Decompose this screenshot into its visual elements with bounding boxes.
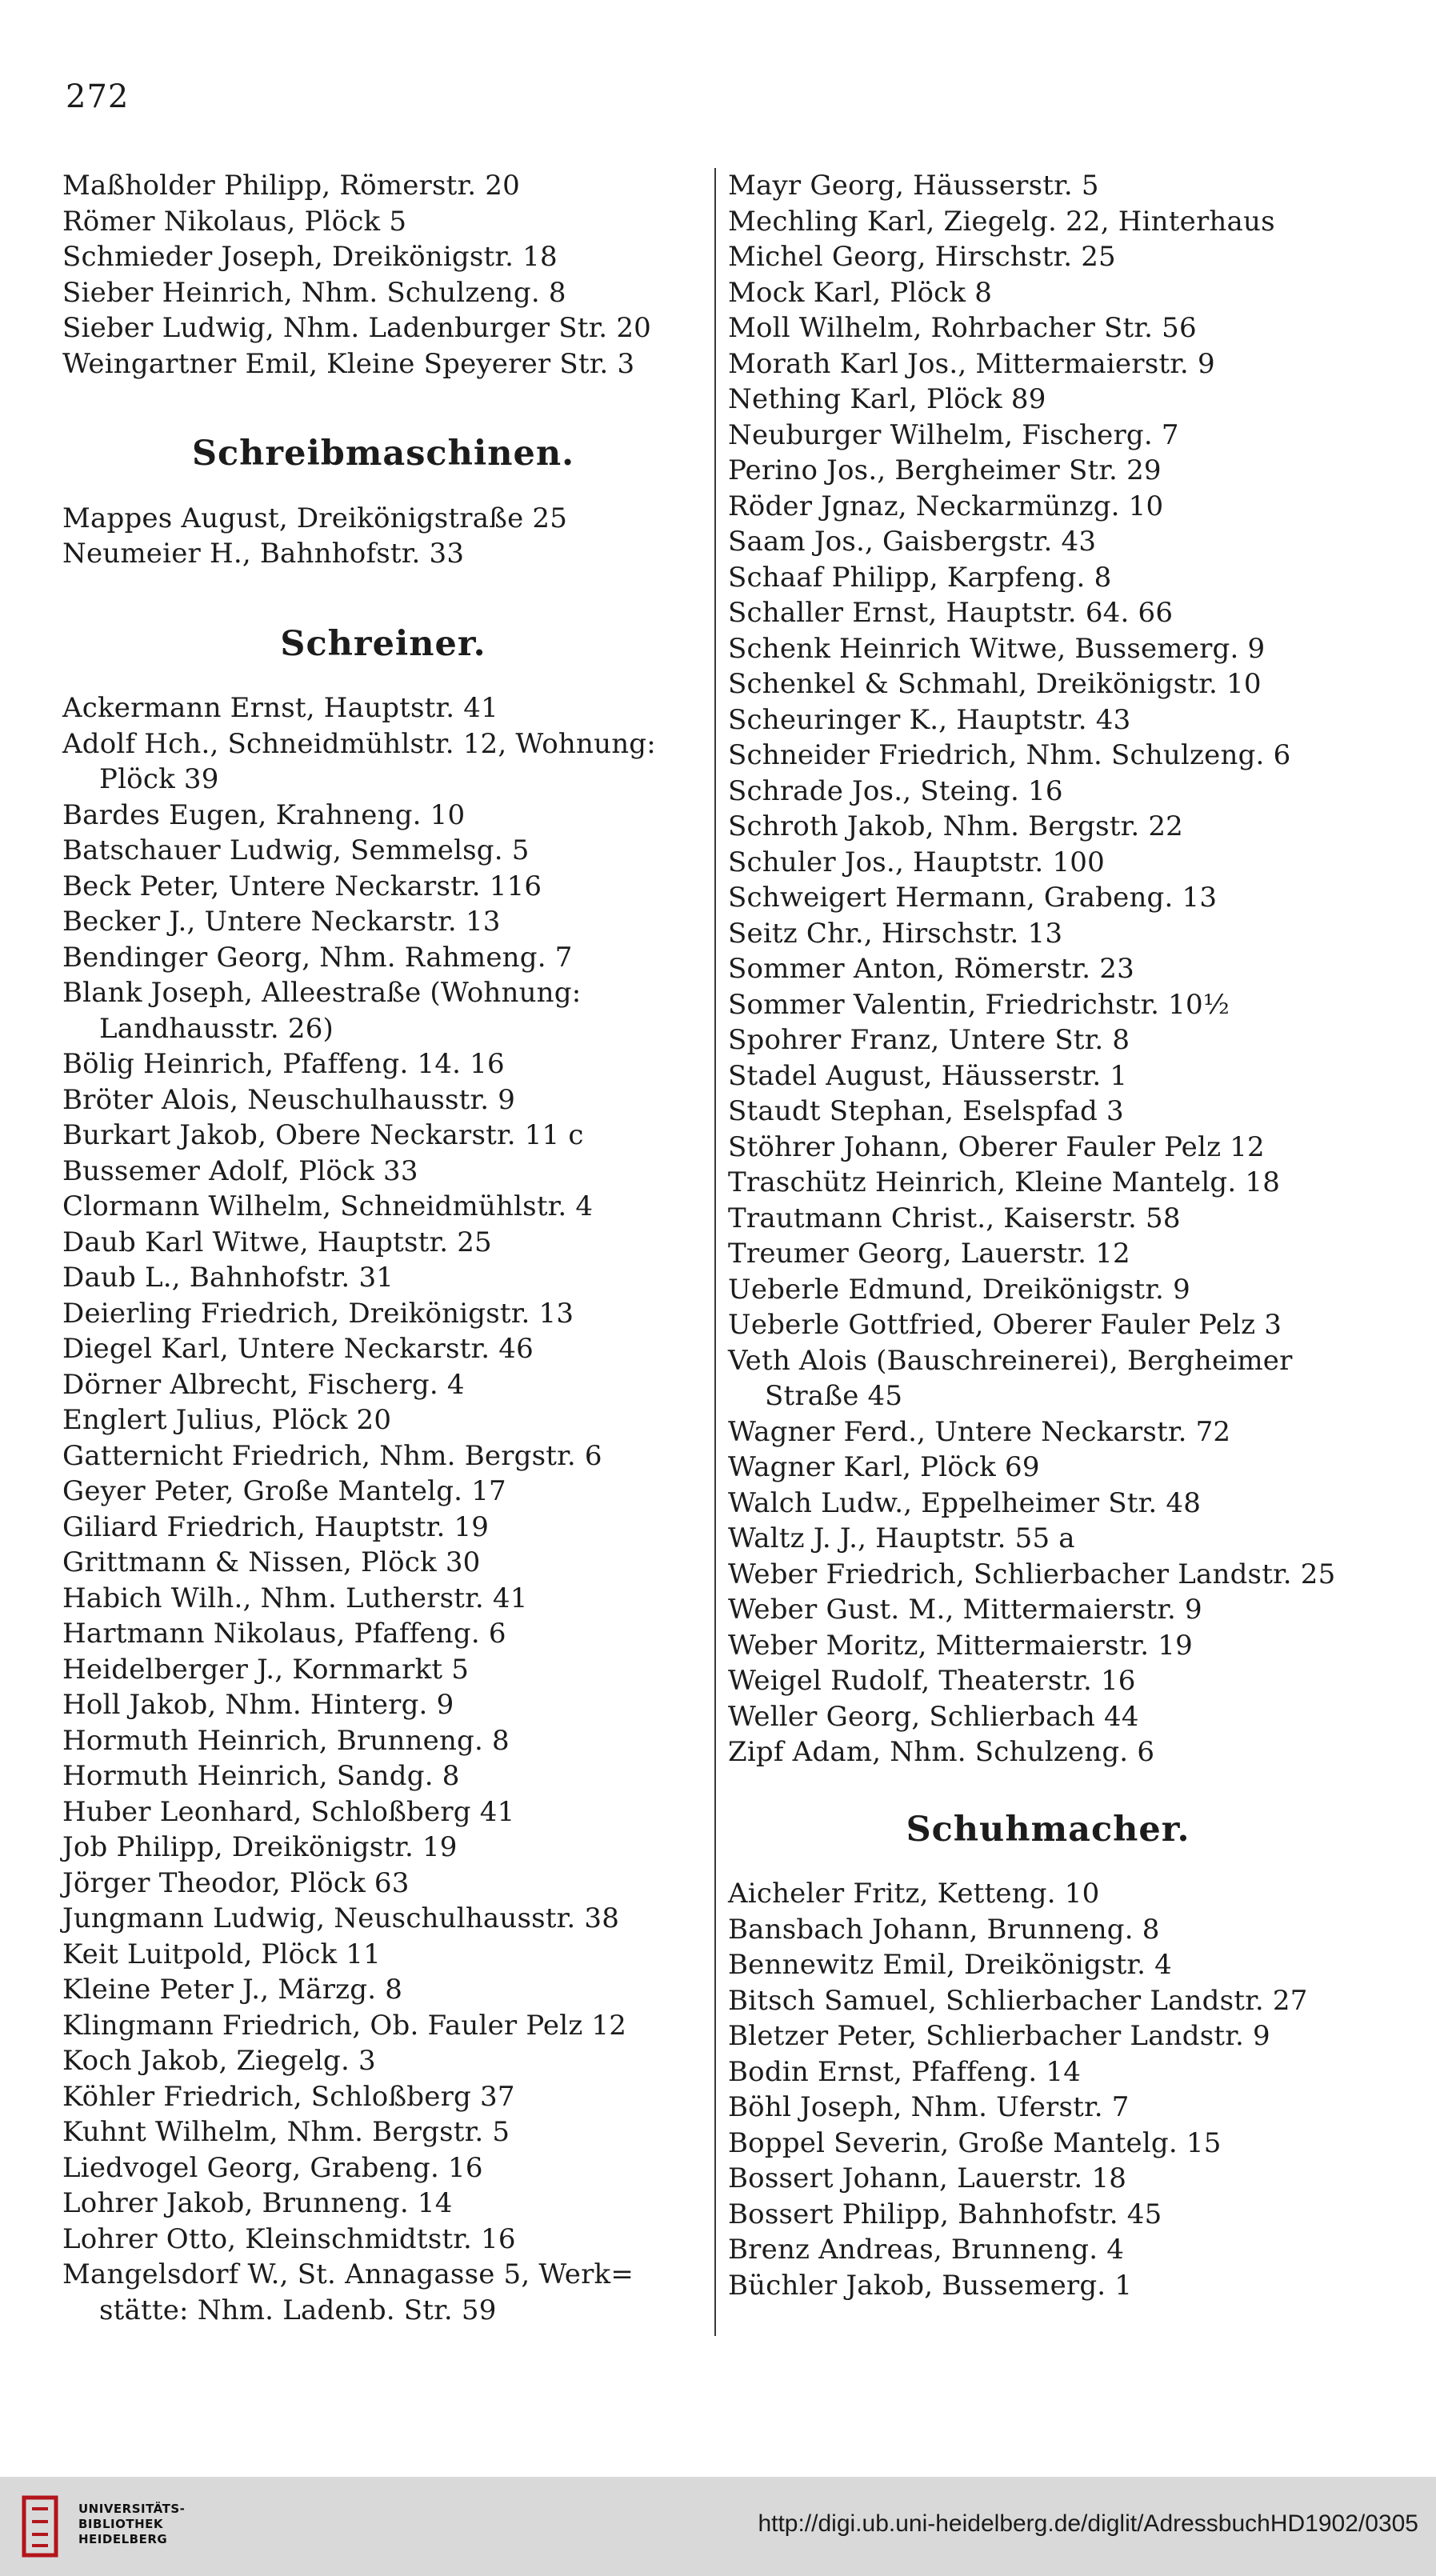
directory-entry xyxy=(728,1699,1368,1735)
entry-text: Mayr Georg, Häusserstr. 5 xyxy=(728,170,1099,202)
entry-text: Daub Karl Witwe, Hauptstr. 25 xyxy=(62,1226,492,1258)
directory-entry xyxy=(62,904,704,940)
footer-bar xyxy=(0,2477,1436,2576)
directory-entry xyxy=(728,880,1368,916)
entry-text: Ackermann Ernst, Hauptstr. 41 xyxy=(62,692,498,724)
entry-text: Büchler Jakob, Bussemerg. 1 xyxy=(728,2269,1133,2302)
entry-text: Michel Georg, Hirschstr. 25 xyxy=(728,241,1116,273)
directory-entry xyxy=(62,1616,704,1652)
directory-entry xyxy=(62,310,704,346)
entry-text: Wagner Karl, Plöck 69 xyxy=(728,1451,1040,1483)
directory-entry xyxy=(62,1545,704,1581)
entry-text: Spohrer Franz, Untere Str. 8 xyxy=(728,1024,1130,1056)
library-logo-icon xyxy=(16,2490,64,2563)
entry-text: Burkart Jakob, Obere Neckarstr. 11 c xyxy=(62,1119,584,1151)
directory-entry xyxy=(62,2114,704,2150)
directory-entry xyxy=(62,2150,704,2186)
directory-entry xyxy=(728,845,1368,881)
entry-text: Diegel Karl, Untere Neckarstr. 46 xyxy=(62,1333,534,1365)
entry-text: Bussemer Adolf, Plöck 33 xyxy=(62,1154,418,1187)
entry-text: Neumeier H., Bahnhofstr. 33 xyxy=(62,538,465,570)
entry-text: Aicheler Fritz, Ketteng. 10 xyxy=(728,1878,1100,1910)
entry-text: Mechling Karl, Ziegelg. 22, Hinterhaus xyxy=(728,205,1275,238)
directory-entry xyxy=(728,1521,1368,1557)
directory-entry xyxy=(728,666,1368,702)
entry-text: Jörger Theodor, Plöck 63 xyxy=(62,1866,410,1899)
entry-text: Bröter Alois, Neuschulhausstr. 9 xyxy=(62,1083,516,1116)
entry-text: Bossert Johann, Lauerstr. 18 xyxy=(728,2162,1127,2194)
directory-entry xyxy=(62,940,704,976)
directory-entry xyxy=(62,1189,704,1225)
directory-entry xyxy=(728,168,1368,204)
entry-text: Mappes August, Dreikönigstraße 25 xyxy=(62,502,568,534)
directory-entry xyxy=(728,204,1368,240)
directory-entry xyxy=(728,239,1368,275)
entry-text: Ueberle Gottfried, Oberer Fauler Pelz 3 xyxy=(728,1309,1282,1341)
directory-entry xyxy=(62,1438,704,1474)
directory-entry xyxy=(728,1663,1368,1699)
entry-text: Böhl Joseph, Nhm. Uferstr. 7 xyxy=(728,2091,1130,2123)
directory-entry xyxy=(728,1486,1368,1522)
entry-text: Röder Jgnaz, Neckarmünzg. 10 xyxy=(728,490,1164,522)
entry-text: Hormuth Heinrich, Brunneng. 8 xyxy=(62,1724,510,1757)
column-divider xyxy=(714,168,716,2336)
right-top-entries xyxy=(728,168,1368,1770)
entry-text: Weigel Rudolf, Theaterstr. 16 xyxy=(728,1665,1136,1697)
directory-entry xyxy=(62,833,704,869)
entry-text: Bitsch Samuel, Schlierbacher Landstr. 27 xyxy=(728,1984,1308,2017)
entry-text: Gatternicht Friedrich, Nhm. Bergstr. 6 xyxy=(62,1439,602,1472)
entry-text: Weber Friedrich, Schlierbacher Landstr. 25 xyxy=(728,1558,1336,1590)
entry-text: Bardes Eugen, Krahneng. 10 xyxy=(62,798,466,831)
entry-text: Römer Nikolaus, Plöck 5 xyxy=(62,205,407,238)
entry-continuation: stätte: Nhm. Ladenb. Str. 59 xyxy=(99,2294,497,2326)
directory-entry xyxy=(728,1734,1368,1770)
directory-entry xyxy=(62,1331,704,1367)
entry-text: Schenkel & Schmahl, Dreikönigstr. 10 xyxy=(728,668,1262,700)
entry-text: Beck Peter, Untere Neckarstr. 116 xyxy=(62,870,542,902)
entry-text: Nething Karl, Plöck 89 xyxy=(728,383,1046,415)
directory-entry xyxy=(62,1794,704,1830)
section-heading-schreiner: Schreiner. xyxy=(280,623,486,664)
directory-entry xyxy=(62,168,704,204)
entry-text: Dörner Albrecht, Fischerg. 4 xyxy=(62,1368,465,1401)
entry-text: Batschauer Ludwig, Semmelsg. 5 xyxy=(62,834,530,866)
page-number: 272 xyxy=(66,78,130,115)
directory-entry xyxy=(728,1628,1368,1664)
directory-entry xyxy=(728,1236,1368,1272)
entry-text: Traschütz Heinrich, Kleine Mantelg. 18 xyxy=(728,1166,1281,1198)
library-logo-text: UNIVERSITÄTS- BIBLIOTHEK HEIDELBERG xyxy=(78,2502,186,2546)
entry-text: Schaaf Philipp, Karpfeng. 8 xyxy=(728,561,1112,594)
directory-entry xyxy=(62,239,704,275)
directory-entry xyxy=(728,738,1368,774)
entry-text: Deierling Friedrich, Dreikönigstr. 13 xyxy=(62,1297,574,1330)
entry-text: Brenz Andreas, Brunneng. 4 xyxy=(728,2234,1125,2266)
directory-entry xyxy=(728,916,1368,952)
section-heading-schuhmacher: Schuhmacher. xyxy=(906,1809,1190,1850)
directory-entry xyxy=(728,275,1368,311)
entry-text: Job Philipp, Dreikönigstr. 19 xyxy=(62,1831,458,1863)
directory-entry xyxy=(728,1272,1368,1308)
directory-entry xyxy=(62,1402,704,1438)
entry-text: Sieber Ludwig, Nhm. Ladenburger Str. 20 xyxy=(62,312,651,344)
entry-text: Perino Jos., Bergheimer Str. 29 xyxy=(728,454,1162,486)
directory-entry xyxy=(728,1201,1368,1237)
directory-entry xyxy=(728,1947,1368,1983)
entry-text: Veth Alois (Bauschreinerei), Bergheimer xyxy=(728,1344,1293,1377)
directory-entry xyxy=(728,1058,1368,1094)
directory-entry xyxy=(62,204,704,240)
entry-text: Scheuringer K., Hauptstr. 43 xyxy=(728,703,1131,736)
entry-text: Staudt Stephan, Eselspfad 3 xyxy=(728,1095,1124,1127)
section-heading-schreibmaschinen: Schreibmaschinen. xyxy=(191,434,575,474)
entry-text: Moll Wilhelm, Rohrbacher Str. 56 xyxy=(728,312,1197,344)
directory-entry xyxy=(62,1830,704,1866)
entry-text: Grittmann & Nissen, Plöck 30 xyxy=(62,1546,481,1578)
entry-text: Weber Moritz, Mittermaierstr. 19 xyxy=(728,1629,1193,1662)
directory-entry xyxy=(728,524,1368,560)
directory-entry xyxy=(728,702,1368,738)
directory-entry xyxy=(728,1912,1368,1948)
directory-entry xyxy=(62,1687,704,1723)
entry-text: Wagner Ferd., Untere Neckarstr. 72 xyxy=(728,1415,1231,1448)
entry-continuation: Straße 45 xyxy=(765,1380,903,1412)
left-top-entries xyxy=(62,168,704,382)
directory-entry xyxy=(62,1866,704,1902)
directory-entry xyxy=(62,975,704,1046)
directory-entry xyxy=(728,1592,1368,1628)
entry-text: Schweigert Hermann, Grabeng. 13 xyxy=(728,882,1218,914)
entry-text: Stöhrer Johann, Oberer Fauler Pelz 12 xyxy=(728,1130,1265,1163)
entry-text: Holl Jakob, Nhm. Hinterg. 9 xyxy=(62,1689,454,1721)
directory-entry xyxy=(728,2197,1368,2233)
entry-text: Sommer Anton, Römerstr. 23 xyxy=(728,953,1134,985)
entry-text: Bölig Heinrich, Pfaffeng. 14. 16 xyxy=(62,1048,505,1080)
entry-text: Habich Wilh., Nhm. Lutherstr. 41 xyxy=(62,1582,528,1614)
directory-entry xyxy=(62,1296,704,1332)
entry-text: Heidelberger J., Kornmarkt 5 xyxy=(62,1653,470,1686)
directory-entry xyxy=(62,1901,704,1937)
directory-entry xyxy=(728,1022,1368,1058)
entry-text: Schuler Jos., Hauptstr. 100 xyxy=(728,846,1105,878)
entry-continuation: Plöck 39 xyxy=(99,763,219,795)
entry-text: Lohrer Otto, Kleinschmidtstr. 16 xyxy=(62,2222,516,2255)
directory-entry xyxy=(728,1876,1368,1912)
entry-text: Giliard Friedrich, Hauptstr. 19 xyxy=(62,1510,490,1543)
entry-text: Schneider Friedrich, Nhm. Schulzeng. 6 xyxy=(728,739,1291,771)
directory-entry xyxy=(62,726,704,798)
directory-entry xyxy=(62,501,704,537)
entry-text: Walch Ludw., Eppelheimer Str. 48 xyxy=(728,1486,1202,1519)
entry-text: Bansbach Johann, Brunneng. 8 xyxy=(728,1913,1160,1946)
entry-text: Jungmann Ludwig, Neuschulhausstr. 38 xyxy=(62,1902,620,1934)
entry-text: Ueberle Edmund, Dreikönigstr. 9 xyxy=(728,1273,1190,1306)
directory-entry xyxy=(62,2008,704,2044)
entry-text: Clormann Wilhelm, Schneidmühlstr. 4 xyxy=(62,1190,594,1222)
schreibmaschinen-entries xyxy=(62,501,704,572)
schuhmacher-entries xyxy=(728,1876,1368,2303)
entry-text: Bendinger Georg, Nhm. Rahmeng. 7 xyxy=(62,941,573,974)
directory-entry xyxy=(728,951,1368,987)
directory-entry xyxy=(62,1723,704,1759)
entry-text: Bossert Philipp, Bahnhofstr. 45 xyxy=(728,2198,1162,2230)
directory-entry xyxy=(728,631,1368,667)
entry-text: Bodin Ernst, Pfaffeng. 14 xyxy=(728,2055,1082,2088)
directory-entry xyxy=(728,987,1368,1023)
directory-entry xyxy=(728,809,1368,845)
directory-entry xyxy=(62,690,704,726)
entry-text: Geyer Peter, Große Mantelg. 17 xyxy=(62,1475,506,1507)
directory-entry xyxy=(728,1414,1368,1450)
directory-entry xyxy=(728,1450,1368,1486)
entry-text: Maßholder Philipp, Römerstr. 20 xyxy=(62,170,520,202)
directory-entry xyxy=(728,418,1368,454)
directory-entry xyxy=(728,2018,1368,2054)
entry-text: Zipf Adam, Nhm. Schulzeng. 6 xyxy=(728,1736,1155,1768)
entry-text: Weingartner Emil, Kleine Speyerer Str. 3 xyxy=(62,347,635,380)
directory-entry xyxy=(728,774,1368,810)
directory-entry xyxy=(62,1082,704,1118)
directory-entry xyxy=(728,2161,1368,2197)
entry-text: Neuburger Wilhelm, Fischerg. 7 xyxy=(728,418,1179,451)
directory-entry xyxy=(728,2090,1368,2126)
directory-entry xyxy=(728,2126,1368,2162)
entry-text: Boppel Severin, Große Mantelg. 15 xyxy=(728,2126,1222,2159)
directory-entry xyxy=(62,346,704,382)
entry-text: Hormuth Heinrich, Sandg. 8 xyxy=(62,1760,460,1792)
entry-text: Blank Joseph, Alleestraße (Wohnung: xyxy=(62,977,582,1009)
directory-entry xyxy=(728,489,1368,525)
directory-entry xyxy=(62,1154,704,1190)
entry-text: Weber Gust. M., Mittermaierstr. 9 xyxy=(728,1594,1202,1626)
entry-text: Lohrer Jakob, Brunneng. 14 xyxy=(62,2187,453,2219)
entry-text: Weller Georg, Schlierbach 44 xyxy=(728,1700,1139,1733)
directory-entry xyxy=(62,1510,704,1546)
entry-text: Sommer Valentin, Friedrichstr. 10½ xyxy=(728,988,1230,1021)
directory-entry xyxy=(728,1130,1368,1166)
directory-entry xyxy=(62,1652,704,1688)
directory-entry xyxy=(728,1343,1368,1414)
entry-text: Koch Jakob, Ziegelg. 3 xyxy=(62,2045,376,2077)
directory-entry xyxy=(62,275,704,311)
entry-text: Bletzer Peter, Schlierbacher Landstr. 9 xyxy=(728,2020,1270,2052)
directory-entry xyxy=(62,869,704,905)
entry-text: Sieber Heinrich, Nhm. Schulzeng. 8 xyxy=(62,276,566,309)
directory-entry xyxy=(62,1937,704,1973)
directory-entry xyxy=(728,2054,1368,2090)
directory-entry xyxy=(62,2222,704,2258)
entry-text: Mangelsdorf W., St. Annagasse 5, Werk= xyxy=(62,2258,634,2290)
entry-text: Daub L., Bahnhofstr. 31 xyxy=(62,1262,394,1294)
directory-entry xyxy=(62,1046,704,1082)
directory-entry xyxy=(62,1118,704,1154)
directory-entry xyxy=(62,2186,704,2222)
entry-text: Waltz J. J., Hauptstr. 55 a xyxy=(728,1522,1075,1554)
directory-entry xyxy=(728,2232,1368,2268)
left-column xyxy=(62,168,704,2328)
entry-text: Köhler Friedrich, Schloßberg 37 xyxy=(62,2080,515,2113)
directory-entry xyxy=(728,1165,1368,1201)
entry-text: Morath Karl Jos., Mittermaierstr. 9 xyxy=(728,347,1215,380)
entry-text: Schaller Ernst, Hauptstr. 64. 66 xyxy=(728,597,1174,629)
entry-continuation: Landhausstr. 26) xyxy=(99,1012,334,1045)
entry-text: Treumer Georg, Lauerstr. 12 xyxy=(728,1238,1130,1270)
entry-text: Mock Karl, Plöck 8 xyxy=(728,276,993,309)
entry-text: Englert Julius, Plöck 20 xyxy=(62,1404,392,1436)
entry-text: Bennewitz Emil, Dreikönigstr. 4 xyxy=(728,1949,1172,1981)
directory-entry xyxy=(728,1307,1368,1343)
entry-text: Becker J., Untere Neckarstr. 13 xyxy=(62,906,501,938)
directory-entry xyxy=(728,1094,1368,1130)
directory-entry xyxy=(728,595,1368,631)
right-column xyxy=(728,168,1368,2303)
directory-entry xyxy=(62,1367,704,1403)
entry-text: Schroth Jakob, Nhm. Bergstr. 22 xyxy=(728,810,1184,842)
directory-entry xyxy=(62,1581,704,1617)
directory-entry xyxy=(62,798,704,834)
entry-text: Kleine Peter J., Märzg. 8 xyxy=(62,1974,403,2006)
entry-text: Liedvogel Georg, Grabeng. 16 xyxy=(62,2151,483,2184)
entry-text: Schrade Jos., Steing. 16 xyxy=(728,774,1063,807)
entry-text: Adolf Hch., Schneidmühlstr. 12, Wohnung: xyxy=(62,727,656,760)
directory-entry xyxy=(62,1758,704,1794)
entry-text: Hartmann Nikolaus, Pfaffeng. 6 xyxy=(62,1618,506,1650)
source-url[interactable]: http://digi.ub.uni-heidelberg.de/diglit/AdressbuchHD1902/0305 xyxy=(758,2510,1418,2537)
directory-entry xyxy=(62,2257,704,2328)
directory-entry xyxy=(62,536,704,572)
directory-entry xyxy=(728,560,1368,596)
directory-entry xyxy=(728,310,1368,346)
entry-text: Kuhnt Wilhelm, Nhm. Bergstr. 5 xyxy=(62,2116,510,2148)
directory-entry xyxy=(728,2268,1368,2304)
directory-entry xyxy=(62,1474,704,1510)
entry-text: Stadel August, Häusserstr. 1 xyxy=(728,1059,1128,1092)
entry-text: Keit Luitpold, Plöck 11 xyxy=(62,1938,381,1970)
entry-text: Schmieder Joseph, Dreikönigstr. 18 xyxy=(62,241,558,273)
entry-text: Huber Leonhard, Schloßberg 41 xyxy=(62,1795,515,1828)
directory-entry xyxy=(62,2043,704,2079)
schreiner-entries xyxy=(62,690,704,2328)
directory-entry xyxy=(728,453,1368,489)
directory-entry xyxy=(728,346,1368,382)
directory-entry xyxy=(62,1260,704,1296)
directory-entry xyxy=(728,1983,1368,2019)
entry-text: Seitz Chr., Hirschstr. 13 xyxy=(728,917,1063,950)
directory-entry xyxy=(62,1225,704,1261)
directory-entry xyxy=(62,1972,704,2008)
directory-entry xyxy=(728,1557,1368,1593)
directory-entry xyxy=(62,2079,704,2115)
directory-entry xyxy=(728,382,1368,418)
entry-text: Saam Jos., Gaisbergstr. 43 xyxy=(728,526,1097,558)
entry-text: Klingmann Friedrich, Ob. Fauler Pelz 12 xyxy=(62,2009,627,2042)
entry-text: Trautmann Christ., Kaiserstr. 58 xyxy=(728,1202,1181,1234)
entry-text: Schenk Heinrich Witwe, Bussemerg. 9 xyxy=(728,632,1266,665)
